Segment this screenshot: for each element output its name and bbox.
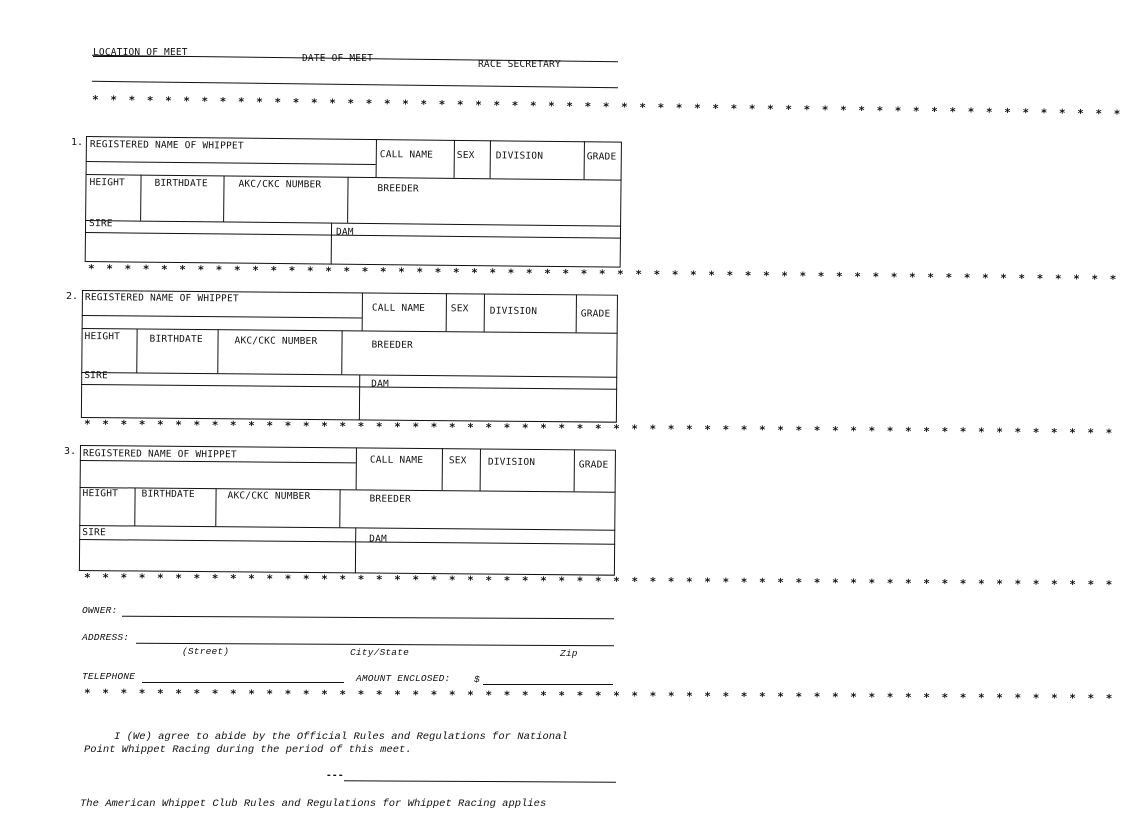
separator-stars: * * * * * * * * * * * * * * * * * * * * * * * * * * * * * * * * * * * * * * * * * * * * * * * * * * * * * * * * * <box>91 93 1123 121</box>
division-label: DIVISION <box>495 150 544 162</box>
dollar-sign: $ <box>474 674 480 685</box>
location-of-meet-label: LOCATION OF MEET <box>93 47 188 58</box>
call-name-label: CALL NAME <box>371 302 426 315</box>
footer-text: The American Whippet Club Rules and Regulations for Whippet Racing applies <box>80 798 547 810</box>
separator-stars: * * * * * * * * * * * * * * * * * * * * * * * * * * * * * * * * * * * * * * * * * * * * * * * * * * * * * * * * * <box>83 686 1115 706</box>
grade-label: GRADE <box>578 459 609 471</box>
breeder-label: BREEDER <box>377 183 419 195</box>
breeder-label: BREEDER <box>371 339 413 351</box>
birthdate-label: BIRTHDATE <box>141 488 195 501</box>
separator-stars: * * * * * * * * * * * * * * * * * * * * * * * * * * * * * * * * * * * * * * * * * * * * * * * * * * * * * * * * * <box>87 262 1119 286</box>
akc-ckc-number-label: AKC/CKC NUMBER <box>238 178 322 191</box>
registered-name-label: REGISTERED NAME OF WHIPPET <box>84 292 239 305</box>
header-blank-line[interactable] <box>92 81 618 88</box>
entry-number: 1. <box>71 137 84 148</box>
owner-label: OWNER: <box>82 605 118 616</box>
entry-number: 2. <box>66 291 79 302</box>
dam-label: DAM <box>371 378 389 390</box>
birthdate-label: BIRTHDATE <box>149 333 203 346</box>
telephone-label: TELEPHONE <box>82 671 136 682</box>
signature-dashes: --- <box>326 770 344 781</box>
city-state-caption: City/State <box>350 647 410 658</box>
akc-ckc-number-label: AKC/CKC NUMBER <box>227 490 311 503</box>
telephone-field[interactable] <box>142 682 344 683</box>
street-caption: (Street) <box>182 646 230 657</box>
sex-label: SEX <box>456 149 475 162</box>
dam-label: DAM <box>335 226 354 238</box>
signature-field[interactable] <box>344 780 616 782</box>
sire-label: SIRE <box>84 370 108 382</box>
dam-label: DAM <box>369 533 387 545</box>
zip-caption: Zip <box>560 648 578 659</box>
owner-field[interactable] <box>122 616 614 620</box>
address-label: ADDRESS: <box>82 632 130 643</box>
akc-ckc-number-label: AKC/CKC NUMBER <box>234 335 318 348</box>
grade-label: GRADE <box>580 308 611 320</box>
call-name-label: CALL NAME <box>369 454 424 467</box>
call-name-label: CALL NAME <box>379 149 434 161</box>
grade-label: GRADE <box>586 151 617 163</box>
date-of-meet-label: DATE OF MEET <box>302 53 374 64</box>
entry-number: 3. <box>64 446 77 457</box>
agreement-line-1: I (We) agree to abide by the Official Rules and Regulations for National <box>114 731 568 743</box>
sire-label: SIRE <box>89 218 113 230</box>
separator-stars: * * * * * * * * * * * * * * * * * * * * * * * * * * * * * * * * * * * * * * * * * * * * * * * * * * * * * * * * * <box>83 571 1115 592</box>
entry-2-grid <box>79 288 622 425</box>
entry-1-grid <box>83 134 626 270</box>
sex-label: SEX <box>450 303 469 315</box>
height-label: HEIGHT <box>89 177 126 189</box>
entry-grid-border <box>81 290 618 423</box>
registered-name-label: REGISTERED NAME OF WHIPPET <box>89 139 244 152</box>
sire-label: SIRE <box>82 527 106 539</box>
sex-label: SEX <box>448 455 467 467</box>
birthdate-label: BIRTHDATE <box>154 177 208 190</box>
height-label: HEIGHT <box>82 488 119 500</box>
height-label: HEIGHT <box>84 331 121 343</box>
amount-enclosed-label: AMOUNT ENCLOSED: <box>356 673 451 684</box>
entry-3-grid <box>77 443 620 578</box>
race-secretary-label: RACE SECRETARY <box>478 59 561 70</box>
entry-grid-border <box>79 445 616 576</box>
breeder-label: BREEDER <box>369 493 412 505</box>
separator-stars: * * * * * * * * * * * * * * * * * * * * * * * * * * * * * * * * * * * * * * * * * * * * * * * * * * * * * * * * * <box>83 417 1115 440</box>
agreement-line-2: Point Whippet Racing during the period of this meet. <box>84 744 412 756</box>
division-label: DIVISION <box>487 456 536 468</box>
registered-name-label: REGISTERED NAME OF WHIPPET <box>82 448 237 461</box>
division-label: DIVISION <box>489 305 538 317</box>
amount-field[interactable] <box>483 684 613 685</box>
